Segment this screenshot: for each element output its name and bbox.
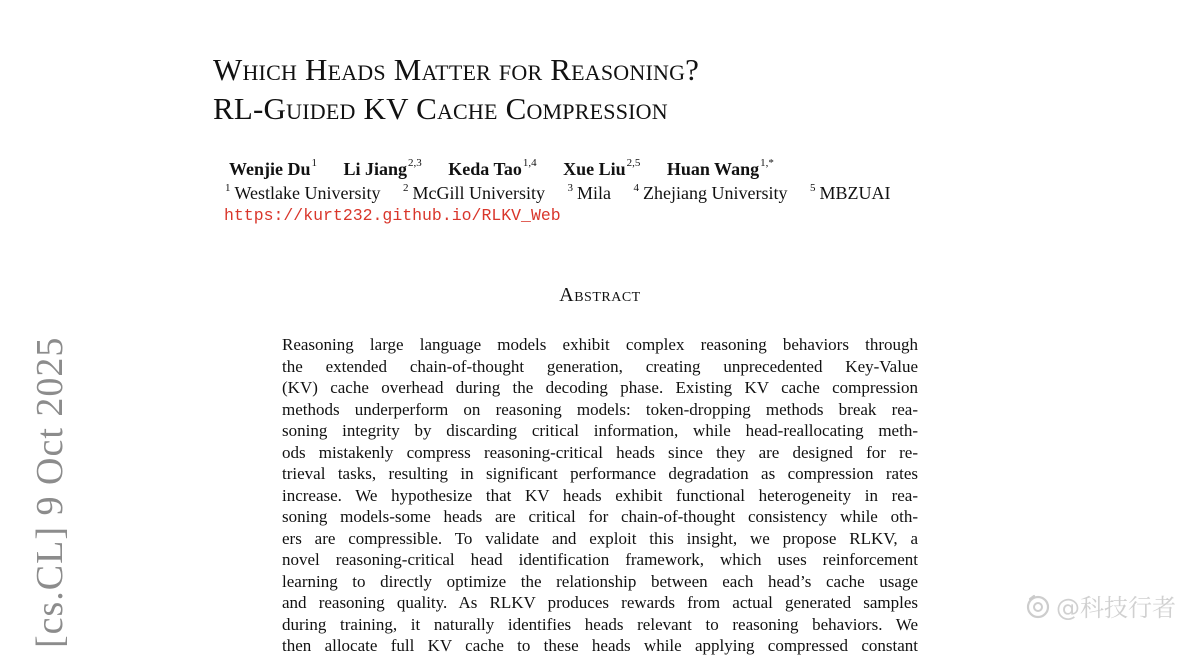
abstract-line: novel reasoning-critical head identification framework, which uses reinforcement xyxy=(282,550,918,569)
affiliation-sup: 5 xyxy=(809,182,816,194)
abstract-line: methods underperform on reasoning models: token-dropping methods break rea- xyxy=(282,399,918,419)
author xyxy=(229,159,317,179)
affiliation xyxy=(634,183,788,203)
abstract-body xyxy=(282,334,918,657)
abstract-line: Reasoning large language models exhibit complex reasoning behaviors through xyxy=(282,335,918,354)
title-line-1: Which Heads Matter for Reasoning? xyxy=(213,52,700,87)
abstract-line: then allocate full KV cache to these heads while applying compressed constant xyxy=(282,636,918,655)
abstract-line: soning integrity by discarding critical information, while head-reallocating meth- xyxy=(282,421,918,440)
author-affil-sup: 2,3 xyxy=(408,157,422,169)
abstract-line: trieval tasks, resulting in significant performance degradation as compression rates xyxy=(282,464,918,483)
abstract-line: during training, it naturally identifies heads relevant to reasoning behaviors. We xyxy=(282,614,918,634)
author-name: Huan Wang xyxy=(666,159,760,179)
author-affil-sup: 1,* xyxy=(760,157,774,169)
abstract-line: (KV) cache overhead during the decoding phase. Existing KV cache compression xyxy=(282,378,918,397)
abstract-line: and reasoning quality. As RLKV produces rewards from actual generated samples xyxy=(282,593,918,612)
author-affil-sup: 1 xyxy=(311,157,318,169)
author xyxy=(448,159,536,179)
affiliation-sup: 1 xyxy=(225,182,231,194)
author-list xyxy=(229,159,796,180)
affiliation-sup: 2 xyxy=(403,182,409,194)
watermark-text: @科技行者 xyxy=(1056,594,1176,622)
affiliation-sup: 3 xyxy=(567,182,574,194)
affiliation-name: Mila xyxy=(577,183,612,203)
affiliation xyxy=(568,183,612,203)
affiliation-sup: 4 xyxy=(633,182,640,194)
abstract-line: the extended chain-of-thought generation, creating unprecedented Key-Value xyxy=(282,356,918,376)
abstract-heading: Abstract xyxy=(559,284,641,306)
author xyxy=(667,159,774,179)
author-affil-sup: 1,4 xyxy=(522,157,537,169)
affiliation-name: MBZUAI xyxy=(819,183,891,203)
author-name: Keda Tao xyxy=(448,159,522,179)
affiliation-name: Westlake University xyxy=(234,183,381,203)
abstract-line: ods mistakenly compress reasoning-critical heads since they are designed for re- xyxy=(282,442,918,462)
affiliation-list xyxy=(225,183,908,204)
affiliation xyxy=(810,183,891,203)
author-name: Xue Liu xyxy=(563,159,626,179)
author-name: Li Jiang xyxy=(343,159,408,179)
abstract-line: soning models-some heads are critical for chain-of-thought consistency while oth- xyxy=(282,507,918,526)
watermark xyxy=(1024,588,1176,623)
project-url-link[interactable]: https://kurt232.github.io/RLKV_Web xyxy=(224,206,561,225)
affiliation xyxy=(403,183,545,203)
abstract-line: ers are compressible. To validate and exploit this insight, we propose RLKV, a xyxy=(282,528,918,548)
affiliation-name: Zhejiang University xyxy=(643,183,788,203)
author-name: Wenjie Du xyxy=(229,159,311,179)
title-line-2: RL-Guided KV Cache Compression xyxy=(213,91,668,126)
weibo-camera-icon xyxy=(1024,592,1052,620)
author-affil-sup: 2,5 xyxy=(626,157,641,169)
abstract-line: increase. We hypothesize that KV heads exhibit functional heterogeneity in rea- xyxy=(282,485,918,505)
author xyxy=(344,159,422,179)
abstract-line: learning to directly optimize the relationship between each head’s cache usage xyxy=(282,571,918,591)
paper-title xyxy=(213,50,699,128)
author xyxy=(563,159,640,179)
affiliation xyxy=(225,183,381,203)
arxiv-stamp: [cs.CL] 9 Oct 2025 xyxy=(29,336,71,648)
affiliation-name: McGill University xyxy=(412,183,546,203)
